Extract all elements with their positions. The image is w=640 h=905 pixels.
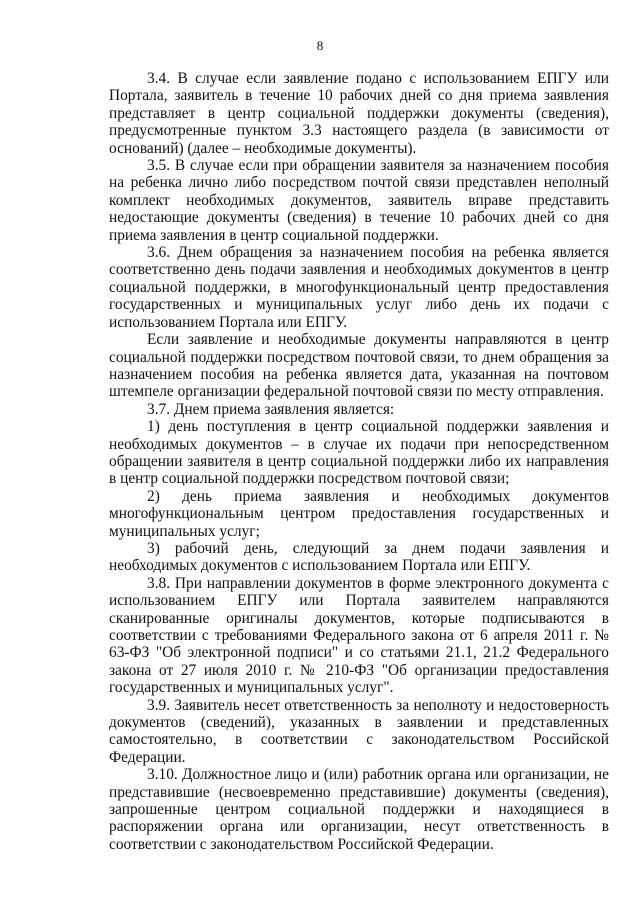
paragraph-3-6: 3.6. Днем обращения за назначением пособия на ребенка является соответственно день подачи заявления и необходимых документов в центр социальной поддержки, в многофункциональный центр предоставления государственных и муниципальных услуг либо день их подачи с использованием Портала или ЕПГУ.: [109, 244, 609, 331]
paragraph-3-5: 3.5. В случае если при обращении заявителя за назначением пособия на ребенка лично либо посредством почтой связи представлен неполный комплект необходимых документов, заявитель вправе представить недостающие документы (сведения) в течение 10 рабочих дней со дня приема заявления в центр социальной поддержки.: [109, 157, 609, 244]
paragraph-3-4: 3.4. В случае если заявление подано с использованием ЕПГУ или Портала, заявитель в течение 10 рабочих дней со дня приема заявления представляет в центр социальной поддержки документы (сведения), предусмотренные пунктом 3.3 настоящего раздела (в зависимости от оснований) (далее – необходимые документы).: [109, 70, 609, 157]
paragraph-3-10: 3.10. Должностное лицо и (или) работник органа или организации, не представившие (несвоевременно представившие) документы (сведения), запрошенные центром социальной поддержки и находящиеся в распоряжении органа или организации, несут ответственность в соответствии с законодательством Российской Федерации.: [109, 766, 609, 853]
paragraph-3-7-item-2: 2) день приема заявления и необходимых документов многофункциональным центром предоставления государственных и муниципальных услуг;: [109, 487, 609, 540]
paragraph-postal-submission: Если заявление и необходимые документы направляются в центр социальной поддержки посредством почтовой связи, то днем обращения за назначением пособия на ребенка является дата, указанная на почтовом штемпеле организации федеральной почтовой связи по месту отправления.: [109, 331, 609, 401]
page-number: 8: [316, 38, 324, 53]
paragraph-3-7: 3.7. Днем приема заявления является:: [147, 400, 395, 418]
paragraph-3-9: 3.9. Заявитель несет ответственность за неполноту и недостоверность документов (сведений), указанных в заявлении и представленных самостоятельно, в соответствии с законодательством Российской Федерации.: [109, 696, 609, 766]
paragraph-3-7-item-3: 3) рабочий день, следующий за днем подачи заявления и необходимых документов с использованием Портала или ЕПГУ.: [109, 539, 609, 575]
document-body: [109, 70, 609, 853]
paragraph-3-7-item-1: 1) день поступления в центр социальной поддержки заявления и необходимых документов – в случае их подачи при непосредственном обращении заявителя в центр социальной поддержки либо их направления в центр социальной поддержки посредством почтовой связи;: [109, 418, 609, 488]
paragraph-3-8: 3.8. При направлении документов в форме электронного документа с использованием ЕПГУ или Портала заявителем направляются сканированные оригиналы документов, которые подписываются в соответствии с требованиями Федерального закона от 6 апреля 2011 г. № 63-ФЗ "Об электронной подписи" и со статьями 21.1, 21.2 Федерального закона от 27 июля 2010 г. № 210-ФЗ "Об организации предоставления государственных и муниципальных услуг".: [109, 574, 609, 697]
